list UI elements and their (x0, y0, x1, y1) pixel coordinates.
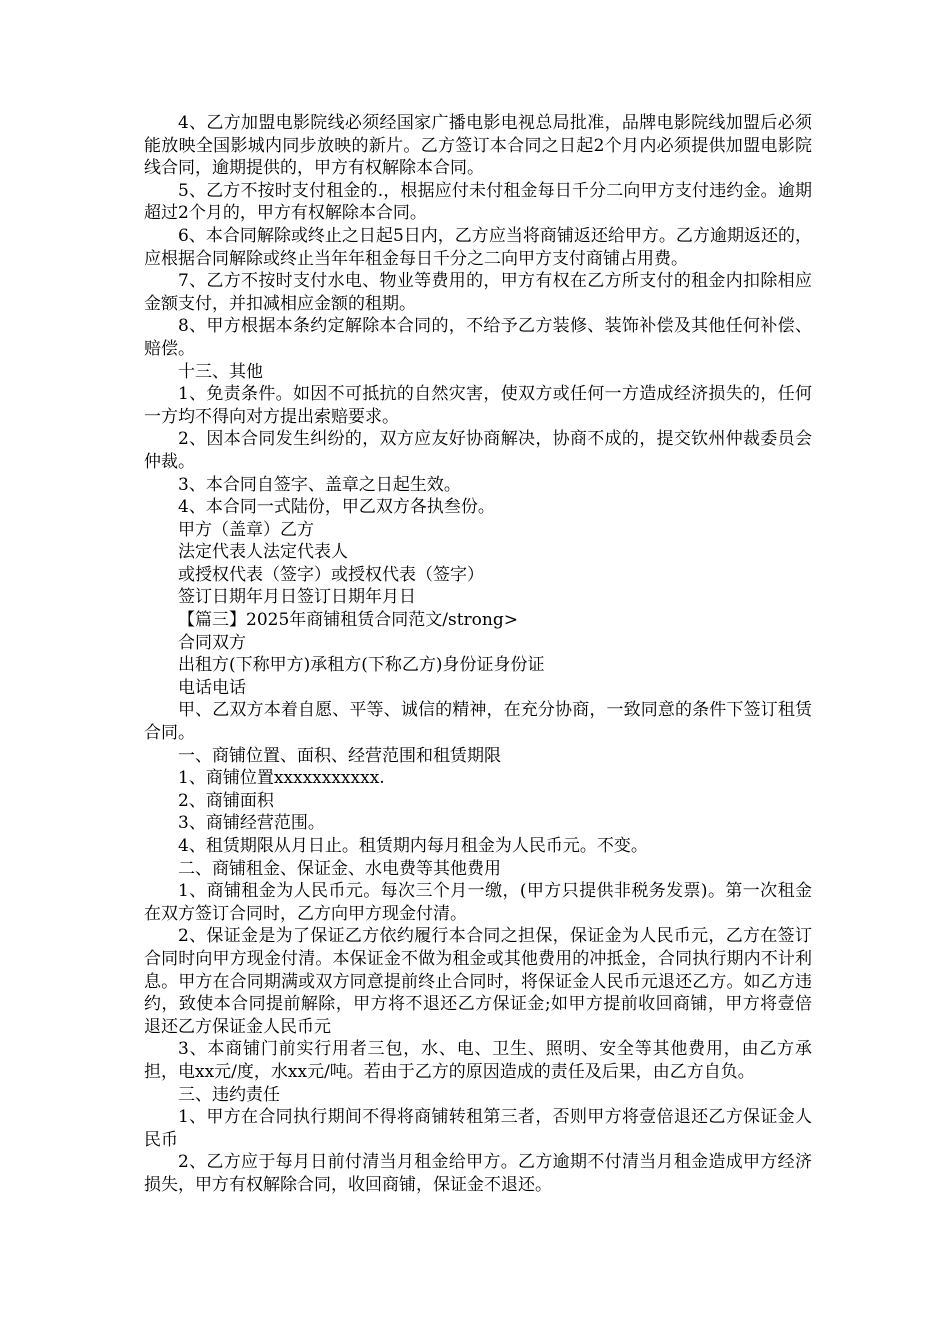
document-page (144, 112, 812, 1197)
signature-line: 法定代表人法定代表人 (178, 542, 348, 563)
paragraph: 3、本商铺门前实行用者三包，水、电、卫生、照明、安全等其他费用，由乙方承担，电xx元/度，水xx元/吨。若由于乙方的原因造成的责任及后果，由乙方自负。 (144, 1039, 812, 1082)
paragraph: 2、保证金是为了保证乙方依约履行本合同之担保，保证金为人民币元，乙方在签订合同时向甲方现金付清。本保证金不做为租金或其他费用的冲抵金，合同执行期内不计利息。甲方在合同期满或双方同意提前终止合同时，将保证金人民币元退还乙方。如乙方违约，致使本合同提前解除，甲方将不退还乙方保证金;如甲方提前收回商铺，甲方将壹倍退还乙方保证金人民币元 (144, 926, 812, 1037)
paragraph: 4、租赁期限从月日止。租赁期内每月租金为人民币元。不变。 (178, 836, 648, 856)
paragraph: 1、商铺租金为人民币元。每次三个月一缴，(甲方只提供非税务发票)。第一次租金在双方签订合同时，乙方向甲方现金付清。 (144, 881, 812, 924)
paragraph: 出租方(下称甲方)承租方(下称乙方)身份证身份证 (178, 655, 545, 676)
paragraph: 合同双方 (178, 632, 246, 653)
paragraph: 3、本合同自签字、盖章之日起生效。 (178, 474, 461, 495)
paragraph: 4、乙方加盟电影院线必须经国家广播电影电视总局批准，品牌电影院线加盟后必须能放映全国影城内同步放映的新片。乙方签订本合同之日起2个月内必须提供加盟电影院线合同，逾期提供的，甲方有权解除本合同。 (144, 113, 812, 179)
section-heading: 二、商铺租金、保证金、水电费等其他费用 (178, 858, 501, 879)
paragraph: 2、因本合同发生纠纷的，双方应友好协商解决，协商不成的，提交钦州仲裁委员会仲裁。 (144, 429, 812, 472)
signature-line: 签订日期年月日签订日期年月日 (178, 587, 416, 608)
paragraph: 2、乙方应于每月日前付清当月租金给甲方。乙方逾期不付清当月租金造成甲方经济损失，甲方有权解除合同，收回商铺，保证金不退还。 (144, 1152, 812, 1195)
paragraph: 甲、乙双方本着自愿、平等、诚信的精神，在充分协商，一致同意的条件下签订租赁合同。 (144, 700, 812, 744)
section-heading: 三、违约责任 (178, 1084, 280, 1105)
paragraph: 8、甲方根据本条约定解除本合同的，不给予乙方装修、装饰补偿及其他任何补偿、赔偿。 (144, 316, 812, 359)
signature-line: 或授权代表（签字）或授权代表（签字） (178, 564, 484, 585)
signature-line: 甲方（盖章）乙方 (178, 519, 314, 540)
paragraph: 4、本合同一式陆份，甲乙双方各执叁份。 (178, 497, 495, 518)
paragraph: 1、甲方在合同执行期间不得将商铺转租第三者，否则甲方将壹倍退还乙方保证金人民币 (144, 1107, 812, 1150)
paragraph: 1、免责条件。如因不可抵抗的自然灾害，使双方或任何一方造成经济损失的，任何一方均不得向对方提出索赔要求。 (144, 384, 812, 427)
paragraph: 3、商铺经营范围。 (178, 813, 325, 834)
section-heading: 十三、其他 (178, 361, 263, 382)
paragraph: 2、商铺面积 (178, 790, 274, 811)
paragraph: 7、乙方不按时支付水电、物业等费用的，甲方有权在乙方所支付的租金内扣除相应金额支付，并扣减相应金额的租期。 (144, 271, 812, 314)
section-heading: 一、商铺位置、面积、经营范围和租赁期限 (178, 745, 501, 766)
document-title: 【篇三】2025年商铺租赁合同范文/strong> (178, 610, 518, 631)
paragraph: 5、乙方不按时支付租金的.，根据应付未付租金每日千分二向甲方支付违约金。逾期超过2个月的，甲方有权解除本合同。 (144, 180, 812, 224)
paragraph: 6、本合同解除或终止之日起5日内，乙方应当将商铺返还给甲方。乙方逾期返还的，应根据合同解除或终止当年年租金每日千分之二向甲方支付商铺占用费。 (144, 225, 812, 269)
paragraph: 电话电话 (178, 677, 246, 698)
paragraph: 1、商铺位置xxxxxxxxxxx. (178, 768, 385, 789)
